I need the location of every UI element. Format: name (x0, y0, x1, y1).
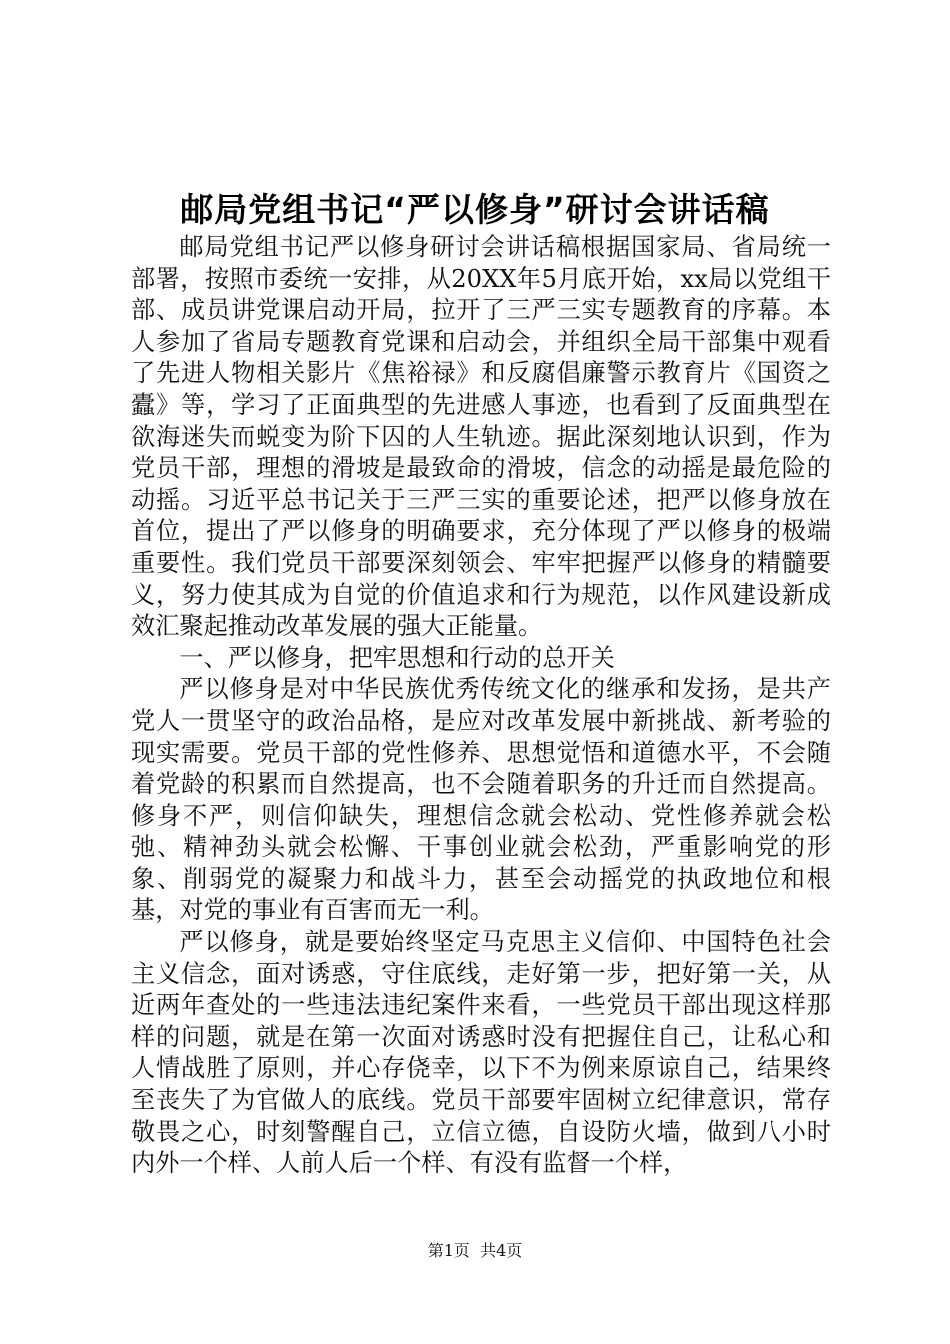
document-body (131, 232, 831, 1180)
page-footer (0, 1240, 950, 1262)
body-paragraph-2: 严以修身是对中华民族优秀传统文化的继承和发扬，是共产党人一贯坚守的政治品格，是应对改革发展中新挑战、新考验的现实需要。党员干部的党性修养、思想觉悟和道德水平，不会随着党龄的积累而自然提高，也不会随着职务的升迁而自然提高。修身不严，则信仰缺失，理想信念就会松动、党性修养就会松弛、精神劲头就会松懈、干事创业就会松劲，严重影响党的形象、削弱党的凝聚力和战斗力，甚至会动摇党的执政地位和根基，对党的事业有百害而无一利。 (131, 675, 831, 925)
footer-spacer (470, 1241, 480, 1260)
page-total: 共4页 (480, 1241, 523, 1260)
document-title: 邮局党组书记“严以修身”研讨会讲话稿 (180, 190, 770, 229)
body-paragraph-3: 严以修身，就是要始终坚定马克思主义信仰、中国特色社会主义信念，面对诱惑，守住底线，走好第一步，把好第一关，从近两年查处的一些违法违纪案件来看，一些党员干部出现这样那样的问题，就是在第一次面对诱惑时没有把握住自己，让私心和人情战胜了原则，并心存侥幸，以下不为例来原谅自己，结果终至丧失了为官做人的底线。党员干部要牢固树立纪律意识，常存敬畏之心，时刻警醒自己，立信立德，自设防火墙，做到八小时内外一个样、人前人后一个样、有没有监督一个样， (131, 928, 831, 1178)
section-heading-1: 一、严以修身，把牢思想和行动的总开关 (179, 643, 615, 672)
intro-paragraph: 邮局党组书记严以修身研讨会讲话稿根据国家局、省局统一部署，按照市委统一安排，从20XX年5月底开始，xx局以党组干部、成员讲党课启动开局，拉开了三严三实专题教育的序幕。本人参加了省局专题教育党课和启动会，并组织全局干部集中观看了先进人物相关影片《焦裕禄》和反腐倡廉警示教育片《国资之蠹》等，学习了正面典型的先进感人事迹，也看到了反面典型在欲海迷失而蜕变为阶下囚的人生轨迹。据此深刻地认识到，作为党员干部，理想的滑坡是最致命的滑坡，信念的动摇是最危险的动摇。习近平总书记关于三严三实的重要论述，把严以修身放在首位，提出了严以修身的明确要求，充分体现了严以修身的极端重要性。我们党员干部要深刻领会、牢牢把握严以修身的精髓要义，努力使其成为自觉的价值追求和行为规范，以作风建设新成效汇聚起推动改革发展的强大正能量。 (131, 233, 831, 641)
page-number: 第1页 (427, 1241, 470, 1260)
